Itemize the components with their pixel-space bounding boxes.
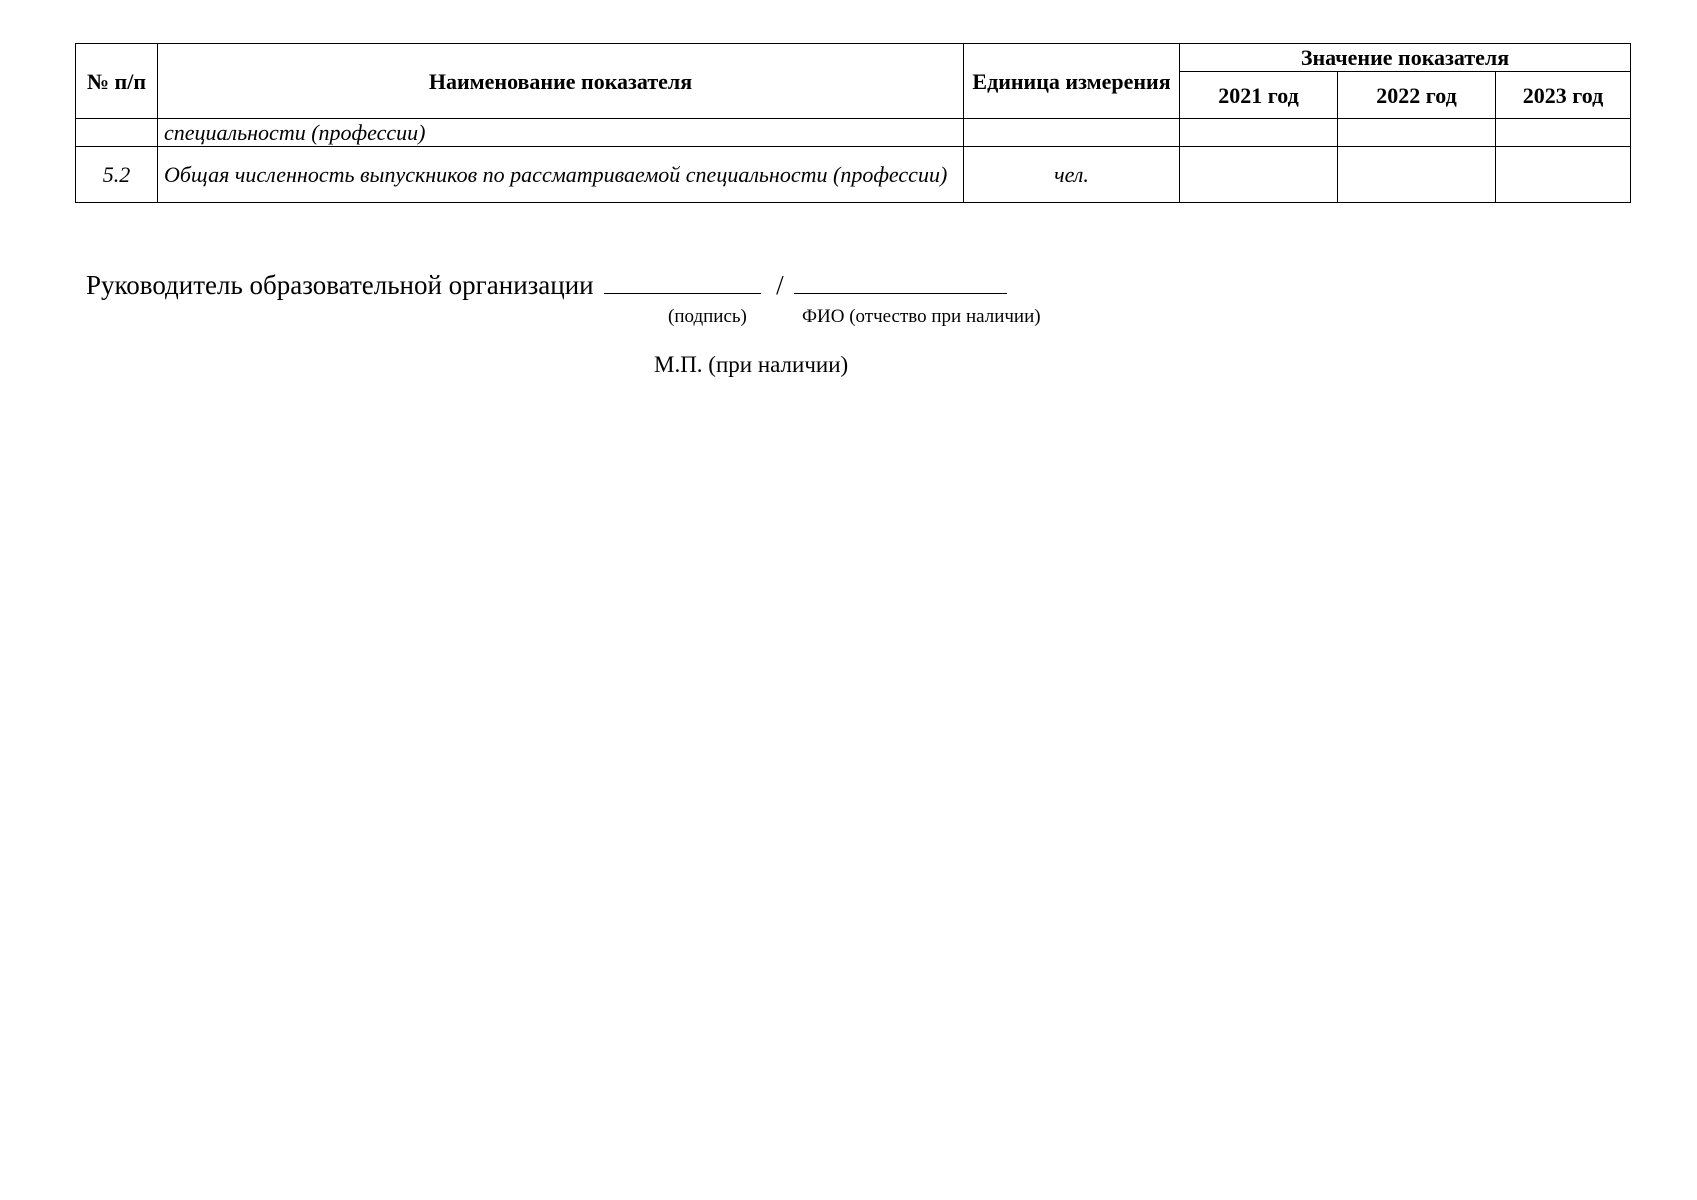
row-name: специальности (профессии): [158, 119, 964, 147]
stamp-note: М.П. (при наличии): [654, 352, 849, 377]
row-num: [76, 119, 158, 147]
header-row-top: [76, 44, 1631, 72]
header-year-2021: 2021 год: [1180, 72, 1338, 119]
signature-blank[interactable]: [604, 271, 761, 294]
row-num: 5.2: [76, 147, 158, 203]
fio-caption: ФИО (отчество при наличии): [802, 306, 1041, 327]
header-value-group: Значение показателя: [1180, 44, 1631, 72]
row-name: Общая численность выпускников по рассматриваемой специальности (профессии): [158, 147, 964, 203]
indicators-table: [75, 43, 1631, 203]
row-value-2021: [1180, 147, 1338, 203]
row-value-2023: [1496, 119, 1631, 147]
signature-label: Руководитель образовательной организации: [86, 270, 594, 300]
header-name: Наименование показателя: [158, 44, 964, 119]
header-year-2023: 2023 год: [1496, 72, 1631, 119]
signature-caption: (подпись): [668, 306, 747, 327]
header-year-2022: 2022 год: [1338, 72, 1496, 119]
row-value-2021: [1180, 119, 1338, 147]
row-value-2023: [1496, 147, 1631, 203]
row-unit: чел.: [964, 147, 1180, 203]
row-value-2022: [1338, 119, 1496, 147]
row-value-2022: [1338, 147, 1496, 203]
table-row: [76, 147, 1631, 203]
signature-line: [86, 270, 1007, 301]
fio-blank[interactable]: [794, 271, 1007, 294]
header-num: № п/п: [76, 44, 158, 119]
row-unit: [964, 119, 1180, 147]
table-row: [76, 119, 1631, 147]
signature-slash: /: [776, 270, 784, 300]
header-unit: Единица измерения: [964, 44, 1180, 119]
